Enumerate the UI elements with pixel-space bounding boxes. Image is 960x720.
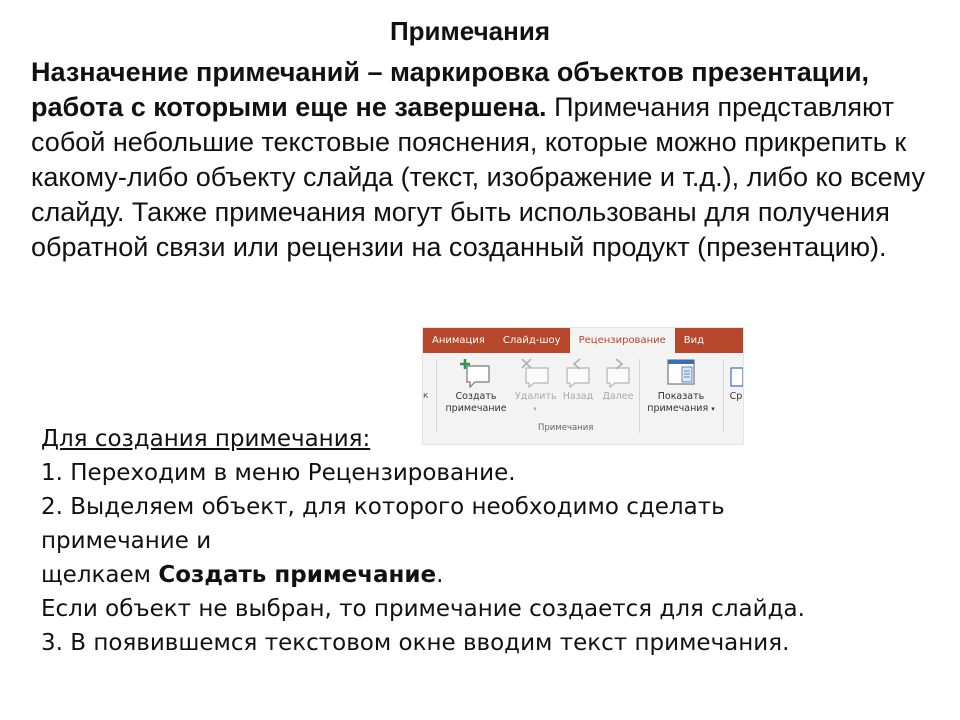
intro-bold-text: Назначение примечаний – маркировка объектов презентации, работа с которыми еще не завершена. [31, 57, 870, 122]
previous-comment-label: Назад [562, 391, 594, 402]
intro-normal-text: Примечания представляют собой небольшие текстовые пояснения, которые можно прикрепить к какому-либо объекту слайда (текст, изображение и т.д.), либо ко всему слайду. Также примечания могут быть использованы для получения обратной связи или рецензии на созданный продукт (презентацию). [31, 92, 926, 262]
delete-dropdown-chevron-icon: ▾ [533, 405, 537, 413]
create-comment-button[interactable] [445, 358, 507, 415]
step-2-line-3 [41, 558, 941, 592]
ribbon-tabs [423, 328, 743, 353]
step-2-suffix: . [436, 562, 444, 588]
previous-comment-button[interactable] [559, 358, 597, 403]
slide-title: Примечания [389, 16, 550, 46]
delete-comment-icon [518, 358, 552, 388]
next-comment-icon [601, 358, 635, 388]
next-comment-label: Далее [602, 391, 634, 402]
tab-animation[interactable]: Анимация [432, 335, 485, 346]
step-2-line-2: примечание и [41, 528, 212, 554]
create-comment-label-1: Создать [455, 391, 497, 402]
create-comment-label-2: примечание [445, 403, 507, 414]
show-comments-label-2-text: примечания [647, 403, 709, 414]
new-comment-icon [459, 358, 493, 388]
step-note: Если объект не выбран, то примечание создается для слайда. [41, 596, 805, 622]
tab-view[interactable]: Вид [683, 335, 705, 346]
delete-comment-label: Удалить [515, 391, 557, 402]
show-comments-chevron-icon: ▾ [711, 405, 715, 413]
tab-review[interactable]: Рецензирование [570, 328, 675, 353]
show-comments-icon [664, 358, 698, 388]
tab-slideshow[interactable]: Слайд-шоу [502, 335, 561, 346]
right-edge-text: Ср [729, 391, 743, 402]
steps-list [41, 422, 941, 660]
show-comments-label-1: Показать [657, 391, 705, 402]
show-comments-button[interactable] [643, 358, 719, 415]
steps-heading: Для создания примечания: [41, 426, 371, 452]
left-edge-text: к [423, 391, 429, 401]
comments-group-label: Примечания [538, 423, 594, 433]
previous-comment-icon [561, 358, 595, 388]
step-2-line-1: 2. Выделяем объект, для которого необходимо сделать [41, 494, 725, 520]
delete-comment-button[interactable] [515, 358, 555, 415]
step-2-bold-command: Создать примечание [158, 562, 437, 588]
intro-paragraph [31, 55, 931, 265]
step-1: 1. Переходим в меню Рецензирование. [41, 460, 516, 486]
step-2-prefix: щелкаем [41, 562, 159, 588]
compare-icon [729, 366, 743, 388]
step-3: 3. В появившемся текстовом окне вводим текст примечания. [41, 630, 790, 656]
next-comment-button[interactable] [599, 358, 637, 403]
compare-button-partial[interactable] [726, 366, 744, 403]
show-comments-label-2 [643, 403, 719, 415]
